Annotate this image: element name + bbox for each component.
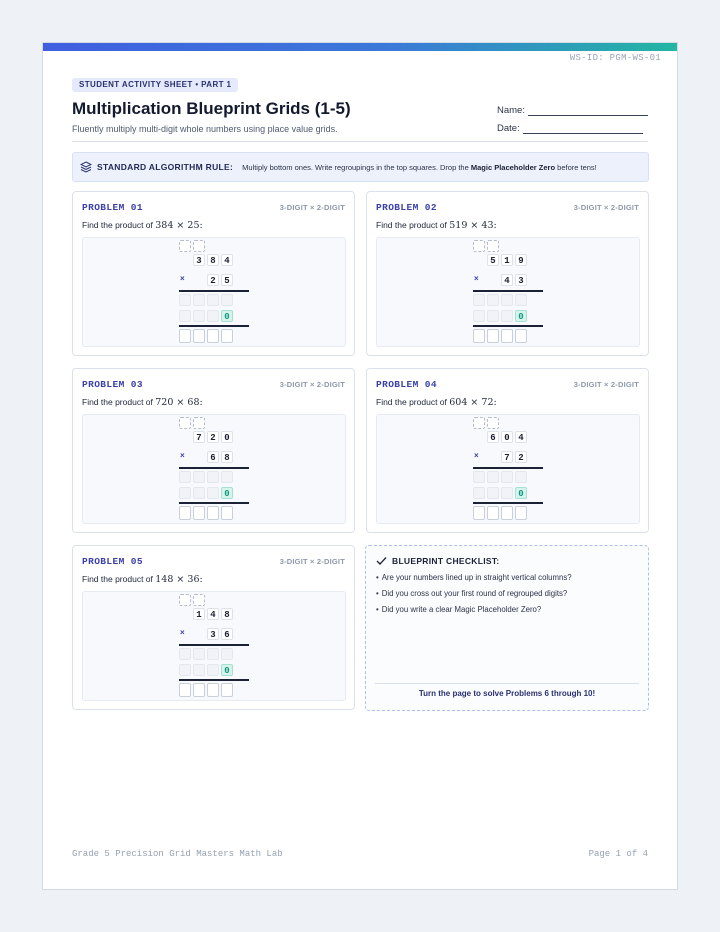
- answer-cell[interactable]: [501, 294, 513, 306]
- product-line: [473, 467, 543, 469]
- product-line: [179, 290, 249, 292]
- answer-cell[interactable]: [193, 648, 205, 660]
- multiplier-row: [179, 451, 249, 465]
- problem-number: PROBLEM 05: [82, 556, 144, 567]
- problem-prompt: [376, 220, 497, 231]
- digit-cell: 6: [207, 451, 219, 463]
- multiplier-row: [179, 628, 249, 642]
- answer-cell[interactable]: [487, 471, 499, 483]
- answer-cell[interactable]: [193, 471, 205, 483]
- regroup-square[interactable]: [179, 594, 191, 606]
- answer-cell[interactable]: [221, 294, 233, 306]
- name-line: [528, 106, 648, 116]
- checklist-footer: Turn the page to solve Problems 6 through 10!: [418, 689, 596, 698]
- problem-prompt: [376, 397, 497, 408]
- answer-cell[interactable]: [179, 664, 191, 676]
- regroup-row: [179, 240, 249, 254]
- digit-cell: 4: [221, 254, 233, 266]
- checklist-item: • Did you cross out your first round of regrouped digits?: [376, 589, 572, 598]
- multiplicand-row: [179, 254, 249, 268]
- digit-cell: 1: [501, 254, 513, 266]
- problem-card: [366, 368, 649, 533]
- regroup-row: [473, 417, 543, 431]
- product-line: [179, 467, 249, 469]
- rule-text-after: before tens!: [557, 162, 597, 172]
- answer-cell[interactable]: [515, 471, 527, 483]
- regroup-square[interactable]: [487, 417, 499, 429]
- problem-prompt: [82, 397, 203, 408]
- digit-cell: 0: [221, 431, 233, 443]
- answer-cell[interactable]: [207, 683, 219, 697]
- digit-cell: 4: [207, 608, 219, 620]
- answer-cell[interactable]: [487, 294, 499, 306]
- answer-cell[interactable]: [179, 487, 191, 499]
- multiplier-row: [473, 451, 543, 465]
- final-product-row: [179, 506, 249, 520]
- problem-prompt: [82, 574, 203, 585]
- rule-heading: STANDARD ALGORITHM RULE:: [97, 162, 234, 172]
- partial-product-row: [179, 471, 249, 485]
- answer-cell[interactable]: [501, 329, 513, 343]
- answer-cell[interactable]: [207, 487, 219, 499]
- digit-cell: 1: [193, 608, 205, 620]
- blueprint-checklist: [365, 545, 649, 711]
- checklist-header: [376, 556, 500, 566]
- answer-cell[interactable]: [193, 487, 205, 499]
- answer-cell[interactable]: [179, 683, 191, 697]
- answer-cell[interactable]: [515, 329, 527, 343]
- answer-cell[interactable]: [207, 294, 219, 306]
- partial-product-row: [179, 294, 249, 308]
- answer-cell[interactable]: [515, 506, 527, 520]
- digit-cell: 6: [487, 431, 499, 443]
- problem-type: 3-DIGIT × 2-DIGIT: [279, 203, 345, 212]
- answer-cell[interactable]: [473, 310, 485, 322]
- date-line: [523, 124, 643, 134]
- prompt-text: Find the product of: [82, 397, 153, 407]
- answer-cell[interactable]: [473, 329, 485, 343]
- placeholder-zero-cell: 0: [221, 310, 233, 322]
- answer-cell[interactable]: [473, 471, 485, 483]
- problem-expression: 720 × 68:: [155, 397, 203, 408]
- partial-product-row: [473, 310, 543, 324]
- work-grid[interactable]: [82, 237, 346, 347]
- product-line: [179, 644, 249, 646]
- answer-cell[interactable]: [221, 648, 233, 660]
- sum-line: [473, 325, 543, 327]
- answer-cell[interactable]: [179, 648, 191, 660]
- problem-type: 3-DIGIT × 2-DIGIT: [279, 380, 345, 389]
- answer-cell[interactable]: [501, 506, 513, 520]
- multiplicand-row: [179, 431, 249, 445]
- final-product-row: [473, 506, 543, 520]
- digit-cell: 3: [515, 274, 527, 286]
- multiplicand-row: [473, 254, 543, 268]
- digit-cell: 9: [515, 254, 527, 266]
- problem-card: [72, 368, 355, 533]
- answer-cell[interactable]: [221, 506, 233, 520]
- problem-card: [366, 191, 649, 356]
- digit-cell: 4: [515, 431, 527, 443]
- regroup-square[interactable]: [193, 417, 205, 429]
- problem-expression: 148 × 36:: [155, 574, 203, 585]
- placeholder-zero-cell: 0: [515, 310, 527, 322]
- page-subtitle: Fluently multiply multi-digit whole numbers using place value grids.: [72, 124, 338, 134]
- digit-cell: 2: [207, 274, 219, 286]
- rule-text-before: Multiply bottom ones. Write regroupings in the top squares. Drop the: [242, 162, 469, 172]
- answer-cell[interactable]: [207, 664, 219, 676]
- partial-product-row: [179, 487, 249, 501]
- answer-cell[interactable]: [501, 471, 513, 483]
- problem-type: 3-DIGIT × 2-DIGIT: [279, 557, 345, 566]
- sum-line: [179, 325, 249, 327]
- digit-cell: 8: [207, 254, 219, 266]
- digit-cell: 2: [515, 451, 527, 463]
- page-number: Page 1 of 4: [588, 849, 648, 859]
- partial-product-row: [473, 487, 543, 501]
- answer-cell[interactable]: [207, 310, 219, 322]
- partial-product-row: [179, 310, 249, 324]
- worksheet-page: [42, 42, 678, 890]
- digit-cell: 4: [501, 274, 513, 286]
- answer-cell[interactable]: [221, 471, 233, 483]
- partial-product-row: [473, 294, 543, 308]
- problem-type: 3-DIGIT × 2-DIGIT: [573, 203, 639, 212]
- problem-card: [72, 545, 355, 710]
- partial-product-row: [179, 648, 249, 662]
- work-grid[interactable]: [82, 591, 346, 701]
- digit-cell: 3: [193, 254, 205, 266]
- placeholder-zero-cell: 0: [515, 487, 527, 499]
- work-grid[interactable]: [376, 414, 640, 524]
- problem-expression: 384 × 25:: [155, 220, 203, 231]
- digit-cell: 2: [207, 431, 219, 443]
- answer-cell[interactable]: [193, 683, 205, 697]
- times-sign: ×: [474, 451, 479, 460]
- placeholder-zero-cell: 0: [221, 664, 233, 676]
- checklist-item: • Did you write a clear Magic Placeholder Zero?: [376, 605, 572, 614]
- activity-badge: STUDENT ACTIVITY SHEET • PART 1: [72, 78, 238, 92]
- problem-number: PROBLEM 04: [376, 379, 438, 390]
- check-icon: [376, 556, 387, 566]
- name-label: Name:: [497, 105, 525, 116]
- date-label: Date:: [497, 123, 520, 134]
- answer-cell[interactable]: [473, 487, 485, 499]
- digit-cell: 6: [221, 628, 233, 640]
- times-sign: ×: [180, 274, 185, 283]
- prompt-text: Find the product of: [82, 220, 153, 230]
- answer-cell[interactable]: [193, 294, 205, 306]
- answer-cell[interactable]: [193, 329, 205, 343]
- sum-line: [179, 502, 249, 504]
- answer-cell[interactable]: [473, 506, 485, 520]
- answer-cell[interactable]: [179, 310, 191, 322]
- problem-expression: 604 × 72:: [449, 397, 497, 408]
- digit-cell: 7: [501, 451, 513, 463]
- final-product-row: [473, 329, 543, 343]
- answer-cell[interactable]: [207, 648, 219, 660]
- answer-cell[interactable]: [487, 506, 499, 520]
- partial-product-row: [179, 664, 249, 678]
- regroup-square[interactable]: [193, 594, 205, 606]
- digit-cell: 7: [193, 431, 205, 443]
- page-title: Multiplication Blueprint Grids (1-5): [72, 99, 351, 118]
- problem-prompt: [82, 220, 203, 231]
- final-product-row: [179, 683, 249, 697]
- checklist-title: BLUEPRINT CHECKLIST:: [392, 556, 500, 566]
- answer-cell[interactable]: [487, 329, 499, 343]
- problem-number: PROBLEM 03: [82, 379, 144, 390]
- answer-cell[interactable]: [221, 329, 233, 343]
- digit-cell: 5: [221, 274, 233, 286]
- answer-cell[interactable]: [179, 471, 191, 483]
- answer-cell[interactable]: [473, 294, 485, 306]
- answer-cell[interactable]: [179, 506, 191, 520]
- name-field[interactable]: [497, 105, 648, 116]
- multiplicand-row: [179, 608, 249, 622]
- algorithm-rule-banner: [72, 152, 649, 182]
- answer-cell[interactable]: [501, 310, 513, 322]
- answer-cell[interactable]: [221, 683, 233, 697]
- problem-type: 3-DIGIT × 2-DIGIT: [573, 380, 639, 389]
- times-sign: ×: [474, 274, 479, 283]
- work-grid[interactable]: [376, 237, 640, 347]
- checklist-items: [376, 573, 572, 621]
- answer-cell[interactable]: [179, 329, 191, 343]
- answer-cell[interactable]: [193, 310, 205, 322]
- header-divider: [72, 141, 648, 142]
- regroup-square[interactable]: [487, 240, 499, 252]
- regroup-row: [179, 417, 249, 431]
- digit-cell: 0: [501, 431, 513, 443]
- sum-line: [473, 502, 543, 504]
- digit-cell: 3: [207, 628, 219, 640]
- multiplier-row: [473, 274, 543, 288]
- digit-cell: 8: [221, 608, 233, 620]
- regroup-square[interactable]: [473, 240, 485, 252]
- work-grid[interactable]: [82, 414, 346, 524]
- multiplier-row: [179, 274, 249, 288]
- answer-cell[interactable]: [207, 329, 219, 343]
- times-sign: ×: [180, 451, 185, 460]
- final-product-row: [179, 329, 249, 343]
- answer-cell[interactable]: [193, 506, 205, 520]
- regroup-square[interactable]: [473, 417, 485, 429]
- sum-line: [179, 679, 249, 681]
- placeholder-zero-cell: 0: [221, 487, 233, 499]
- rule-text: [242, 163, 597, 172]
- answer-cell[interactable]: [193, 664, 205, 676]
- answer-cell[interactable]: [179, 294, 191, 306]
- prompt-text: Find the product of: [82, 574, 153, 584]
- regroup-row: [179, 594, 249, 608]
- header-accent-bar: [43, 43, 677, 51]
- digit-cell: 8: [221, 451, 233, 463]
- rule-text-bold: Magic Placeholder Zero: [470, 162, 556, 172]
- regroup-square[interactable]: [193, 240, 205, 252]
- digit-cell: 5: [487, 254, 499, 266]
- answer-cell[interactable]: [515, 294, 527, 306]
- layers-icon: [80, 161, 92, 173]
- times-sign: ×: [180, 628, 185, 637]
- answer-cell[interactable]: [487, 310, 499, 322]
- multiplicand-row: [473, 431, 543, 445]
- problem-number: PROBLEM 01: [82, 202, 144, 213]
- prompt-text: Find the product of: [376, 220, 447, 230]
- problem-number: PROBLEM 02: [376, 202, 438, 213]
- problem-expression: 519 × 43:: [449, 220, 497, 231]
- regroup-square[interactable]: [179, 417, 191, 429]
- answer-cell[interactable]: [501, 487, 513, 499]
- answer-cell[interactable]: [207, 471, 219, 483]
- worksheet-id: WS-ID: PGM-WS-01: [569, 53, 661, 63]
- checklist-divider: [375, 683, 639, 684]
- footer-lab-name: Grade 5 Precision Grid Masters Math Lab: [72, 849, 283, 859]
- date-field[interactable]: [497, 123, 643, 134]
- problem-card: [72, 191, 355, 356]
- product-line: [473, 290, 543, 292]
- partial-product-row: [473, 471, 543, 485]
- regroup-row: [473, 240, 543, 254]
- prompt-text: Find the product of: [376, 397, 447, 407]
- regroup-square[interactable]: [179, 240, 191, 252]
- checklist-item: • Are your numbers lined up in straight vertical columns?: [376, 573, 572, 582]
- answer-cell[interactable]: [207, 506, 219, 520]
- answer-cell[interactable]: [487, 487, 499, 499]
